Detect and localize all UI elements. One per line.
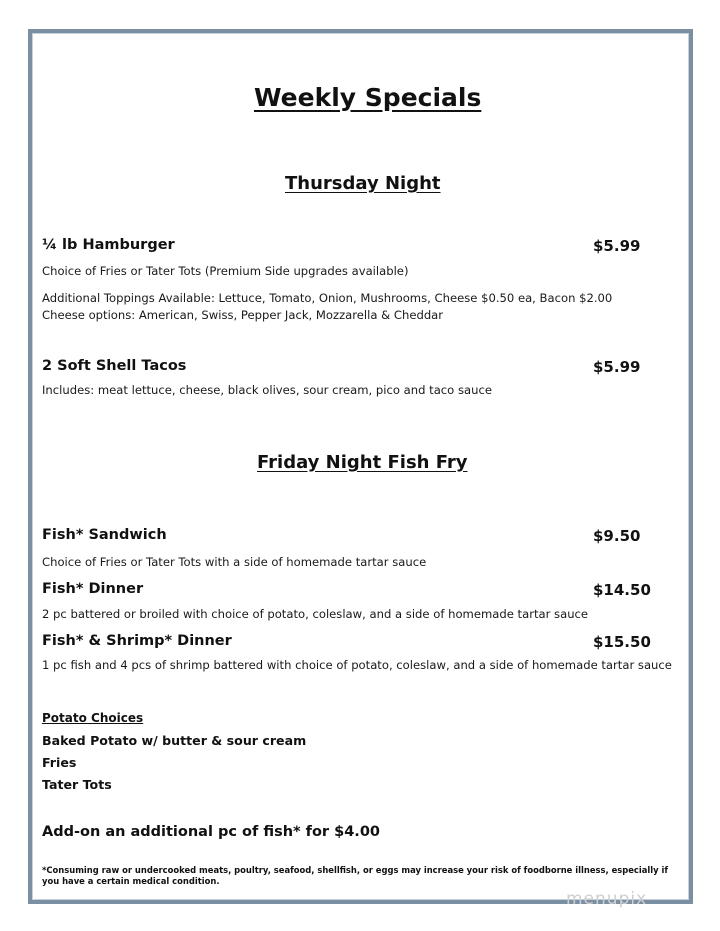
menu-item-price: $5.99 <box>593 358 641 376</box>
menu-item-description: Additional Toppings Available: Lettuce, Tomato, Onion, Mushrooms, Cheese $0.50 ea, Bacon $2.00 <box>42 291 613 305</box>
menu-item-name: Fish* Sandwich <box>42 527 167 543</box>
potato-choices-heading: Potato Choices <box>42 711 144 725</box>
disclaimer: *Consuming raw or undercooked meats, poultry, seafood, shellfish, or eggs may increase your risk of foodborne illness, especially if you have a certain medical condition. <box>42 865 669 886</box>
menu-item-name: ¼ lb Hamburger <box>42 237 175 253</box>
section-heading-friday: Friday Night Fish Fry <box>257 452 468 473</box>
addon-note: Add-on an additional pc of fish* for $4.00 <box>42 824 380 840</box>
menu-item-name: 2 Soft Shell Tacos <box>42 358 187 374</box>
section-heading-thursday: Thursday Night <box>285 173 441 194</box>
menu-item-description: Choice of Fries or Tater Tots with a side of homemade tartar sauce <box>42 555 427 569</box>
watermark: menupix <box>566 889 648 909</box>
menu-item-name: Fish* & Shrimp* Dinner <box>42 633 232 649</box>
menu-item-description: 1 pc fish and 4 pcs of shrimp battered with choice of potato, coleslaw, and a side of homemade tartar sauce <box>42 658 672 672</box>
menu-item-description: 2 pc battered or broiled with choice of potato, coleslaw, and a side of homemade tartar sauce <box>42 607 589 621</box>
menu-item-name: Fish* Dinner <box>42 581 144 597</box>
menu-item-description: Cheese options: American, Swiss, Pepper Jack, Mozzarella & Cheddar <box>42 308 444 322</box>
menu-item-price: $9.50 <box>593 527 641 545</box>
menu-item-description: Choice of Fries or Tater Tots (Premium Side upgrades available) <box>42 264 409 278</box>
potato-choice: Fries <box>42 755 77 770</box>
potato-choice: Tater Tots <box>42 777 112 792</box>
page-title: Weekly Specials <box>254 83 482 112</box>
potato-choice: Baked Potato w/ butter & sour cream <box>42 733 307 748</box>
menu-item-price: $14.50 <box>593 581 651 599</box>
menu-item-price: $5.99 <box>593 237 641 255</box>
menu-item-price: $15.50 <box>593 633 651 651</box>
menu-item-description: Includes: meat lettuce, cheese, black olives, sour cream, pico and taco sauce <box>42 383 492 397</box>
